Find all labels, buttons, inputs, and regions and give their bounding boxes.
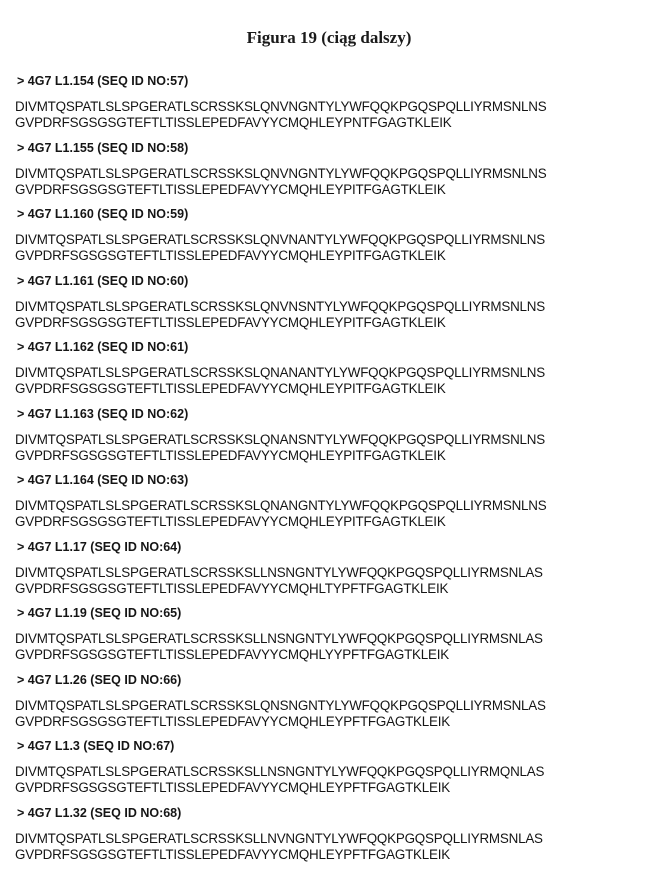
sequence-line-1: DIVMTQSPATLSLSPGERATLSCRSSKSLQNVNSNTYLYWFQQKPGQSPQLLIYRMSNLNS [15,298,546,314]
sequence-line-2: GVPDRFSGSGSGTEFTLTISSLEPEDFAVYYCMQHLEYPFTFGAGTKLEIK [15,713,451,729]
sequence-header: > 4G7 L1.3 (SEQ ID NO:67) [17,739,175,753]
sequence-header: > 4G7 L1.164 (SEQ ID NO:63) [17,473,189,487]
sequence-line-1: DIVMTQSPATLSLSPGERATLSCRSSKSLQNVNGNTYLYWFQQKPGQSPQLLIYRMSNLNS [15,99,547,114]
sequence-entry [17,540,647,607]
sequence-line-2: GVPDRFSGSGSGTEFTLTISSLEPEDFAVYYCMQHLEYPITFGAGTKLEIK [15,181,446,197]
sequence-header: > 4G7 L1.154 (SEQ ID NO:57) [17,74,189,88]
sequence-header: > 4G7 L1.19 (SEQ ID NO:65) [17,606,182,620]
sequence-line-1: DIVMTQSPATLSLSPGERATLSCRSSKSLQNANSNTYLYWFQQKPGQSPQLLIYRMSNLNS [15,431,546,447]
sequence-entry [17,340,647,407]
sequence-line-1: DIVMTQSPATLSLSPGERATLSCRSSKSLQNANGNTYLYWFQQKPGQSPQLLIYRMSNLNS [15,498,547,513]
sequence-list [17,74,647,872]
sequence-header: > 4G7 L1.32 (SEQ ID NO:68) [17,805,182,820]
sequence-line-1: DIVMTQSPATLSLSPGERATLSCRSSKSLQNANANTYLYWFQQKPGQSPQLLIYRMSNLNS [15,365,546,380]
sequence-line-1: DIVMTQSPATLSLSPGERATLSCRSSKSLLNSNGNTYLYWFQQKPGQSPQLLIYRMSNLAS [15,631,543,646]
sequence-line-2: GVPDRFSGSGSGTEFTLTISSLEPEDFAVYYCMQHLEYPITFGAGTKLEIK [15,514,446,529]
sequence-line-1: DIVMTQSPATLSLSPGERATLSCRSSKSLLNSNGNTYLYWFQQKPGQSPQLLIYRMSNLAS [15,564,543,580]
sequence-entry [17,141,647,208]
sequence-entry [17,207,647,274]
sequence-entry [17,606,647,673]
sequence-line-1: DIVMTQSPATLSLSPGERATLSCRSSKSLQNVNGNTYLYWFQQKPGQSPQLLIYRMSNLNS [15,165,547,181]
sequence-header: > 4G7 L1.26 (SEQ ID NO:66) [17,672,182,687]
sequence-line-2: GVPDRFSGSGSGTEFTLTISSLEPEDFAVYYCMQHLTYPFTFGAGTKLEIK [15,580,449,596]
sequence-header: > 4G7 L1.163 (SEQ ID NO:62) [17,406,189,421]
sequence-entry [17,673,647,740]
sequence-header: > 4G7 L1.160 (SEQ ID NO:59) [17,207,189,221]
sequence-line-2: GVPDRFSGSGSGTEFTLTISSLEPEDFAVYYCMQHLYYPFTFGAGTKLEIK [15,647,450,662]
sequence-entry [17,74,647,141]
sequence-entry [17,274,647,341]
sequence-line-1: DIVMTQSPATLSLSPGERATLSCRSSKSLQNSNGNTYLYWFQQKPGQSPQLLIYRMSNLAS [15,697,546,713]
sequence-line-1: DIVMTQSPATLSLSPGERATLSCRSSKSLLNVNGNTYLYWFQQKPGQSPQLLIYRMSNLAS [15,830,543,846]
sequence-header: > 4G7 L1.161 (SEQ ID NO:60) [17,273,189,288]
sequence-header: > 4G7 L1.155 (SEQ ID NO:58) [17,140,189,155]
sequence-line-2: GVPDRFSGSGSGTEFTLTISSLEPEDFAVYYCMQHLEYPFTFGAGTKLEIK [15,846,451,862]
sequence-line-2: GVPDRFSGSGSGTEFTLTISSLEPEDFAVYYCMQHLEYPFTFGAGTKLEIK [15,780,451,795]
sequence-line-2: GVPDRFSGSGSGTEFTLTISSLEPEDFAVYYCMQHLEYPITFGAGTKLEIK [15,381,446,396]
sequence-line-2: GVPDRFSGSGSGTEFTLTISSLEPEDFAVYYCMQHLEYPITFGAGTKLEIK [15,447,446,463]
sequence-header: > 4G7 L1.17 (SEQ ID NO:64) [17,539,182,554]
sequence-line-1: DIVMTQSPATLSLSPGERATLSCRSSKSLQNVNANTYLYWFQQKPGQSPQLLIYRMSNLNS [15,232,546,247]
sequence-entry [17,739,647,806]
page-title: Figura 19 (ciąg dalszy) [246,28,412,47]
sequence-header: > 4G7 L1.162 (SEQ ID NO:61) [17,340,189,354]
sequence-line-1: DIVMTQSPATLSLSPGERATLSCRSSKSLLNSNGNTYLYWFQQKPGQSPQLLIYRMQNLAS [15,764,545,779]
sequence-entry [17,407,647,474]
sequence-entry [17,806,647,873]
sequence-entry [17,473,647,540]
sequence-line-2: GVPDRFSGSGSGTEFTLTISSLEPEDFAVYYCMQHLEYPITFGAGTKLEIK [15,248,446,263]
sequence-line-2: GVPDRFSGSGSGTEFTLTISSLEPEDFAVYYCMQHLEYPITFGAGTKLEIK [15,314,446,330]
sequence-line-2: GVPDRFSGSGSGTEFTLTISSLEPEDFAVYYCMQHLEYPNTFGAGTKLEIK [15,115,452,130]
